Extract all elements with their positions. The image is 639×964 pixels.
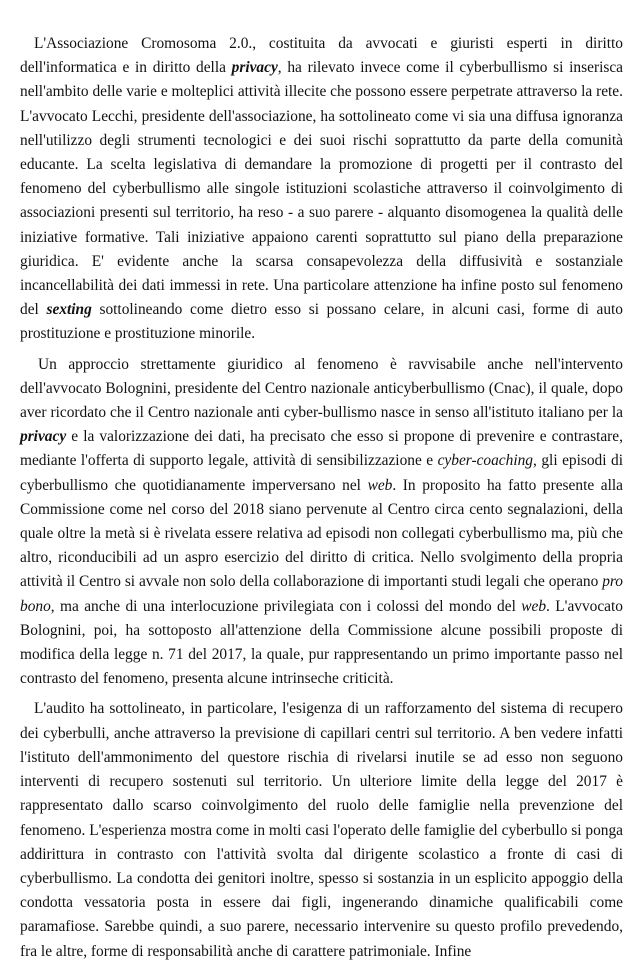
emphasis-web: web — [521, 597, 547, 615]
text-segment: sottolineando come dietro esso si possano celare, in alcuni casi, forme di auto prostituzione e prostituzione minorile. — [20, 301, 623, 343]
text-segment: e la valorizzazione dei dati, ha precisato che esso si propone di prevenire e contrastare, mediante l'offerta di supporto legale, attività di sensibilizzazione e — [20, 428, 623, 470]
text-segment: L'Associazione Cromosoma 2.0., costituita da avvocati e giuristi esperti in diritto dell'informatica e in diritto della — [20, 35, 623, 77]
text-segment: , ha rilevato invece come il cyberbullismo si inserisca nell'ambito delle varie e molteplici attività illecite che possono essere perpetrate attraverso la rete. L'avvocato Lecchi, presidente dell'associazione, ha sottolineato come vi sia una diffusa ignoranza nell'utilizzo degli strumenti tecnologici e dei suoi rischi soprattutto da parte della comunità educante. La scelta legislativa di demandare la promozione di progetti per il contrasto del fenomeno del cyberbullismo alle singole istituzioni scolastiche attraverso il coinvolgimento di associazioni presenti sul territorio, ha reso - a suo parere - alquanto disomogenea la qualità delle iniziative formative. Tali iniziative appaiono carenti soprattutto sul piano della preparazione giuridica. E' evidente anche la scarsa consapevolezza della diffusività e sostanziale incancellabilità dei dati immessi in rete. Una particolare attenzione ha infine posto sul fenomeno del — [20, 59, 623, 319]
document-page — [20, 32, 623, 964]
emphasis-web: web — [367, 476, 393, 494]
text-segment: L'audito ha sottolineato, in particolare, l'esigenza di un rafforzamento del sistema di recupero dei cyberbulli, anche attraverso la previsione di capillari centri sul territorio. A ben vedere infatti l'istituto dell'ammonimento del questore rischia di rivelarsi inutile se ad esso non seguono interventi di recupero sostenuti sul territorio. Un ulteriore limite della legge del 2017 è rappresentato dallo scarso coinvolgimento del ruolo delle famiglie nella prevenzione del fenomeno. L'esperienza mostra come in molti casi l'operato delle famiglie del cyberbullo si ponga addirittura in contrasto con l'attività svolta dal dirigente scolastico a fronte di casi di cyberbullismo. La condotta dei genitori inoltre, spesso si sostanzia in un esplicito appoggio della condotta vessatoria posta in essere dai figli, ingenerando dinamiche qualificabili come paramafiose. Sarebbe quindi, a suo parere, necessario intervenire su questo profilo prevedendo, fra le altre, forme di responsabilità anche di carattere patrimoniale. Infine — [20, 700, 624, 960]
text-segment: . In proposito ha fatto presente alla Commissione come nel corso del 2018 siano pervenute al Centro circa cento segnalazioni, della quale oltre la metà si è rivelata essere relativa ad episodi non collegati cyberbullismo ma, più che altro, riconducibili ad un aspro esercizio del diritto di critica. Nello svolgimento della propria attività il Centro si avvale non solo della collaborazione di importanti studi legali che operano — [20, 476, 623, 591]
paragraph-bolognini — [20, 353, 623, 692]
text-segment: . L'avvocato Bolognini, poi, ha sottoposto all'attenzione della Commissione alcune possibili proposte di modifica della legge n. 71 del 2017, la quale, pur rappresentando un primo importante passo nel contrasto del fenomeno, presenta alcune intrinseche criticità. — [20, 597, 623, 688]
emphasis-cyber-coaching: cyber-coaching — [437, 452, 534, 470]
emphasis-pro-bono: pro bono — [20, 573, 623, 615]
emphasis-privacy: privacy — [231, 59, 278, 77]
paragraph-audito — [20, 697, 623, 963]
paragraph-cromosoma — [20, 32, 623, 347]
text-segment: Un approccio strettamente giuridico al fenomeno è ravvisabile anche nell'intervento dell'avvocato Bolognini, presidente del Centro nazionale anticyberbullismo (Cnac), il quale, dopo aver ricordato che il Centro nazionale anti cyber-bullismo nasce in senso all'istituto italiano per la — [20, 355, 623, 422]
emphasis-privacy: privacy — [20, 428, 67, 446]
emphasis-sexting: sexting — [46, 301, 92, 319]
text-segment: , gli episodi di cyberbullismo che quotidianamente imperversano nel — [20, 452, 623, 494]
text-segment: , ma anche di una interlocuzione privilegiata con i colossi del mondo del — [50, 597, 522, 615]
